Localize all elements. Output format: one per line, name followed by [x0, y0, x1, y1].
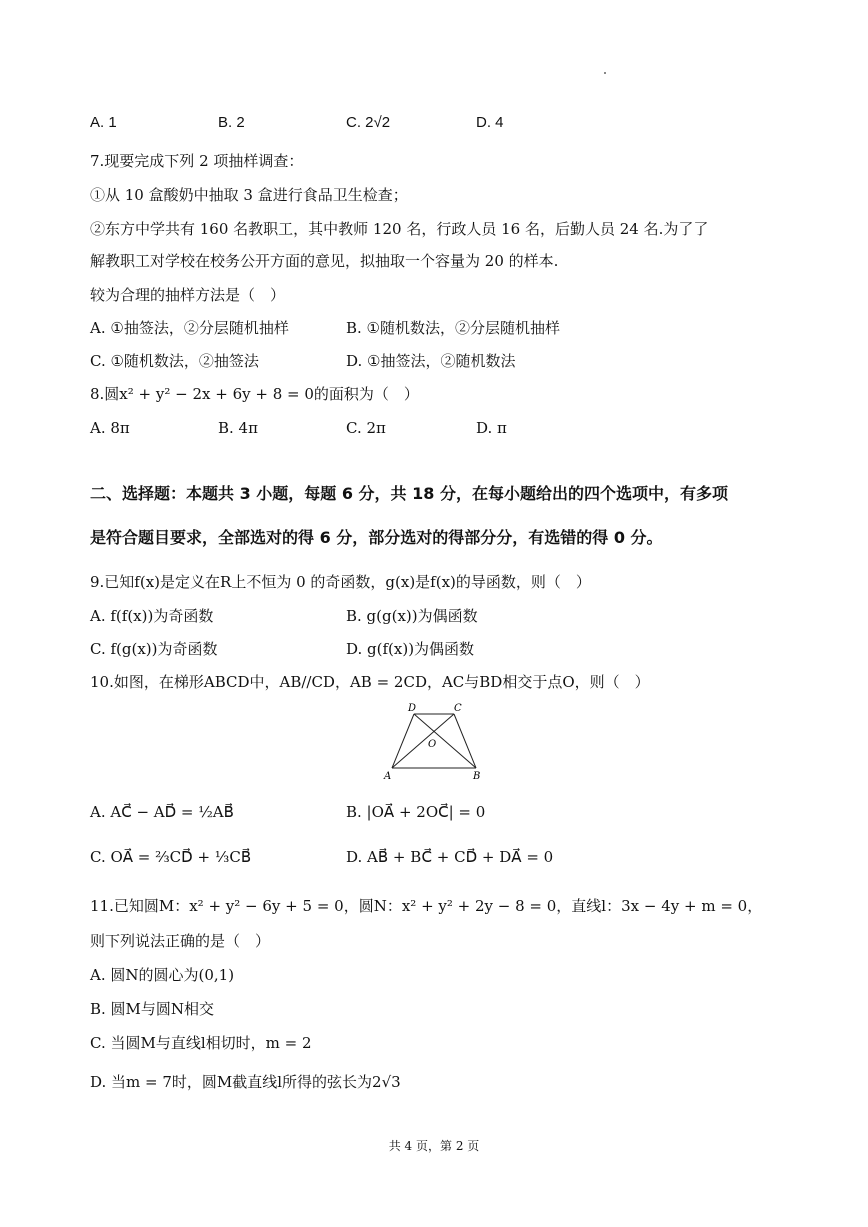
q6-option-d: D. 4 — [476, 114, 504, 131]
q11-option-b: B. 圆M与圆N相交 — [90, 1000, 215, 1018]
q11-stem: 11.已知圆M：x² + y² − 6y + 5 = 0，圆N：x² + y² + 2y − 8 = 0，直线l：3x − 4y + m = 0， — [90, 897, 763, 915]
q10-option-c: C. OA⃗ = ⅔CD⃗ + ⅓CB⃗ — [90, 848, 252, 866]
q9-option-d: D. g(f(x))为偶函数 — [346, 640, 475, 658]
segment-ad — [392, 714, 414, 768]
q8-option-c: C. 2π — [346, 419, 386, 437]
page-footer: 共 4 页，第 2 页 — [388, 1139, 480, 1153]
label-c: C — [454, 703, 462, 714]
q8-stem: 8.圆x² + y² − 2x + 6y + 8 = 0的面积为（ ） — [90, 385, 419, 403]
q6-option-a: A. 1 — [90, 114, 117, 131]
section-2-heading-line-2: 是符合题目要求，全部选对的得 6 分，部分选对的得部分分，有选错的得 0 分。 — [90, 528, 663, 547]
q9-option-b: B. g(g(x))为偶函数 — [346, 607, 478, 625]
q10-option-d: D. AB⃗ + BC⃗ + CD⃗ + DA⃗ = 0 — [346, 848, 554, 866]
q6-option-b: B. 2 — [218, 114, 245, 131]
q6-option-c: C. 2√2 — [346, 114, 391, 131]
q10-option-b: B. |OA⃗ + 2OC⃗| = 0 — [346, 803, 486, 821]
q7-question: 较为合理的抽样方法是（ ） — [90, 286, 286, 304]
q7-item-2-line-1: ②东方中学共有 160 名教职工，其中教师 120 名，行政人员 16 名，后勤人员 24 名.为了了 — [90, 220, 709, 238]
scan-dot — [604, 72, 606, 74]
q7-option-b: B. ①随机数法，②分层随机抽样 — [346, 319, 561, 337]
q9-option-c: C. f(g(x))为奇函数 — [90, 640, 218, 658]
q8-option-d: D. π — [476, 419, 507, 437]
q7-stem: 7.现要完成下列 2 项抽样调查： — [90, 152, 304, 170]
q8-option-b: B. 4π — [218, 419, 258, 437]
label-d: D — [408, 703, 417, 714]
q11-option-a: A. 圆N的圆心为(0,1) — [90, 966, 235, 984]
label-o: O — [428, 739, 437, 750]
q10-option-a: A. AC⃗ − AD⃗ = ½AB⃗ — [90, 803, 234, 821]
q11-option-d: D. 当m = 7时，圆M截直线l所得的弦长为2√3 — [90, 1073, 401, 1091]
q7-option-a: A. ①抽签法，②分层随机抽样 — [90, 319, 289, 337]
label-b: B — [473, 771, 481, 782]
label-a: A — [384, 771, 392, 782]
q10-stem: 10.如图，在梯形ABCD中，AB//CD，AB = 2CD，AC与BD相交于点O，则（ ） — [90, 673, 650, 691]
section-2-heading-line-1: 二、选择题：本题共 3 小题，每题 6 分，共 18 分，在每小题给出的四个选项中，有多项 — [90, 484, 728, 503]
q11-option-c: C. 当圆M与直线l相切时，m = 2 — [90, 1034, 312, 1052]
q8-option-a: A. 8π — [90, 419, 130, 437]
q7-option-c: C. ①随机数法，②抽签法 — [90, 352, 259, 370]
trapezoid-figure — [378, 700, 488, 784]
q11-question: 则下列说法正确的是（ ） — [90, 932, 271, 950]
q7-item-2-line-2: 解教职工对学校在校务公开方面的意见，拟抽取一个容量为 20 的样本. — [90, 252, 559, 270]
q7-option-d: D. ①抽签法，②随机数法 — [346, 352, 516, 370]
q9-stem: 9.已知f(x)是定义在R上不恒为 0 的奇函数，g(x)是f(x)的导函数，则（ ） — [90, 573, 591, 591]
q7-item-1: ①从 10 盒酸奶中抽取 3 盒进行食品卫生检查； — [90, 186, 408, 204]
segment-bc — [454, 714, 476, 768]
q9-option-a: A. f(f(x))为奇函数 — [90, 607, 214, 625]
